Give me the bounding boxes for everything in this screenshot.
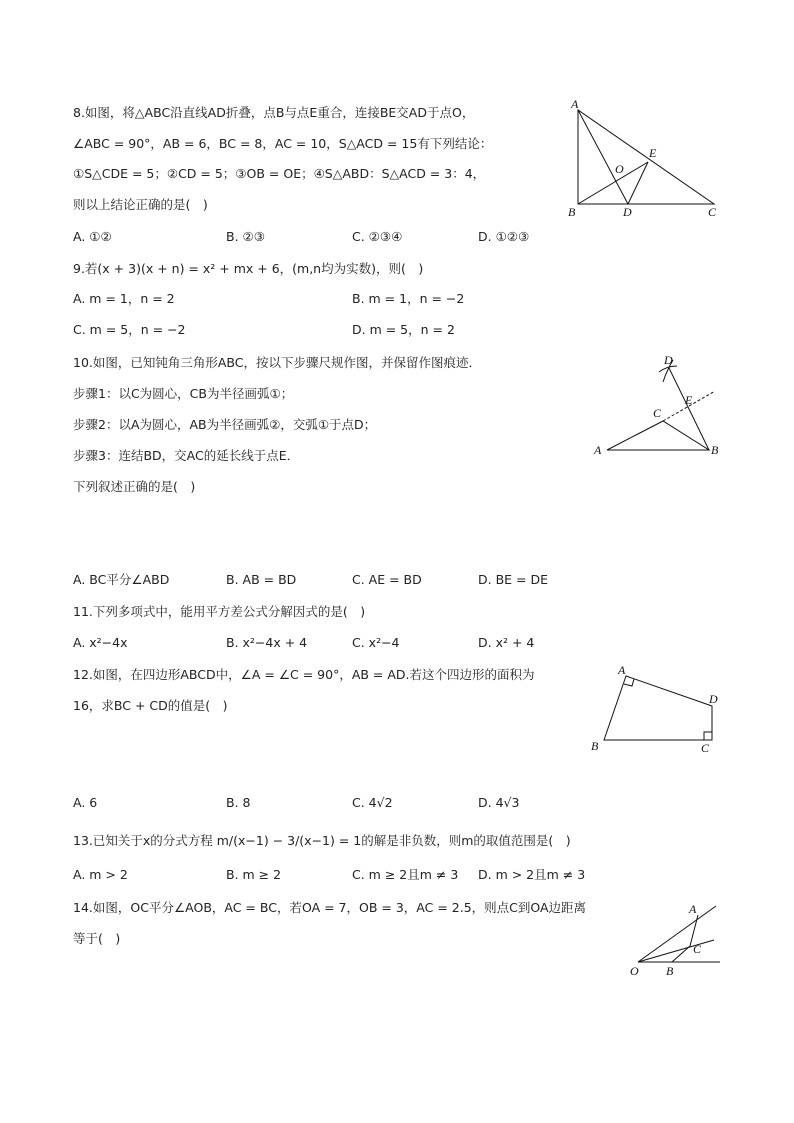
q11-line-1: 11.下列多项式中，能用平方差公式分解因式的是( ) <box>73 604 366 619</box>
q10-line-5: 下列叙述正确的是( ) <box>73 479 196 494</box>
q8-option-d[interactable]: D. ①②③ <box>478 229 530 244</box>
q8-option-b[interactable]: B. ②③ <box>226 229 265 244</box>
q11-option-c[interactable]: C. x²−4 <box>352 635 400 650</box>
q13-option-b[interactable]: B. m ≥ 2 <box>226 867 282 882</box>
q12-label-b: B <box>591 739 599 753</box>
q9-option-c[interactable]: C. m = 5，n = −2 <box>73 322 186 337</box>
q11-option-b[interactable]: B. x²−4x + 4 <box>226 635 308 650</box>
q10-option-c[interactable]: C. AE = BD <box>352 572 422 587</box>
q14-ray-oa <box>638 906 716 962</box>
q8-line-3: ①S△CDE = 5；②CD = 5；③OB = OE；④S△ABD：S△ACD = 3：4， <box>73 166 486 181</box>
q10-option-a[interactable]: A. BC平分∠ABD <box>73 572 170 587</box>
q12-quadrilateral-abcd <box>604 676 712 740</box>
q8-option-a[interactable]: A. ①② <box>73 229 112 244</box>
q9-option-d[interactable]: D. m = 5，n = 2 <box>352 322 455 337</box>
q10-label-d: D <box>664 353 673 367</box>
q14-line-1: 14.如图，OC平分∠AOB，AC = BC，若OA = 7，OB = 3，AC = 2.5，则点C到OA边距离 <box>73 900 587 915</box>
q13-option-c[interactable]: C. m ≥ 2且m ≠ 3 <box>352 867 459 882</box>
q14-angle-figure <box>622 896 728 982</box>
q10-label-c: C <box>653 406 662 420</box>
q12-right-angle-c <box>704 732 712 740</box>
q13-line-1: 13.已知关于x的分式方程 m/(x−1) − 3/(x−1) = 1的解是非负数，则m的取值范围是( ) <box>73 833 571 848</box>
q11-option-a[interactable]: A. x²−4x <box>73 635 128 650</box>
q13-option-a[interactable]: A. m > 2 <box>73 867 128 882</box>
q14-label-a: A <box>689 902 697 916</box>
q12-line-2: 16，求BC + CD的值是( ) <box>73 698 228 713</box>
q8-label-b: B <box>568 205 576 219</box>
q12-option-c[interactable]: C. 4√2 <box>352 795 393 810</box>
q14-segment-bc <box>672 946 690 962</box>
q9-option-b[interactable]: B. m = 1，n = −2 <box>352 291 465 306</box>
q8-label-c: C <box>708 205 717 219</box>
q12-option-d[interactable]: D. 4√3 <box>478 795 520 810</box>
q10-line-1: 10.如图，已知钝角三角形ABC，按以下步骤尺规作图，并保留作图痕迹． <box>73 355 482 370</box>
q10-step-1: 步骤1：以C为圆心，CB为半径画弧①； <box>73 386 294 401</box>
q12-label-d: D <box>709 692 718 706</box>
q8-label-a: A <box>571 97 579 111</box>
q14-label-b: B <box>666 964 674 978</box>
q8-label-d: D <box>623 205 632 219</box>
q10-option-b[interactable]: B. AB = BD <box>226 572 297 587</box>
q11-option-d[interactable]: D. x² + 4 <box>478 635 535 650</box>
q10-triangle-abc <box>607 421 709 450</box>
q12-label-a: A <box>618 663 626 677</box>
q10-label-b: B <box>711 443 719 457</box>
q8-label-o: O <box>615 162 624 176</box>
q14-label-o: O <box>630 964 639 978</box>
q12-quadrilateral-figure <box>588 662 728 760</box>
q9-option-a[interactable]: A. m = 1，n = 2 <box>73 291 175 306</box>
q8-option-c[interactable]: C. ②③④ <box>352 229 403 244</box>
q10-option-d[interactable]: D. BE = DE <box>478 572 548 587</box>
q10-step-3: 步骤3：连结BD，交AC的延长线于点E． <box>73 448 300 463</box>
q14-line-2: 等于( ) <box>73 931 121 946</box>
q12-right-angle-a <box>624 679 634 686</box>
q12-option-b[interactable]: B. 8 <box>226 795 251 810</box>
q8-line-4: 则以上结论正确的是( ) <box>73 197 208 212</box>
q8-line-ad <box>578 110 628 204</box>
q8-line-1: 8.如图，将△ABC沿直线AD折叠，点B与点E重合，连接BE交AD于点O， <box>73 105 475 120</box>
q10-step-2: 步骤2：以A为圆心，AB为半径画弧②，交弧①于点D； <box>73 417 377 432</box>
q8-triangle-abc <box>578 110 714 204</box>
q8-label-e: E <box>649 146 657 160</box>
q10-label-e: E <box>685 393 693 407</box>
q12-label-c: C <box>701 741 710 755</box>
q8-triangle-figure <box>560 96 730 226</box>
q9-line-1: 9.若(x + 3)(x + n) = x² + mx + 6，(m,n均为实数)，则( ) <box>73 261 424 276</box>
q10-label-a: A <box>594 443 602 457</box>
q14-label-c: C <box>693 942 702 956</box>
q8-line-2: ∠ABC = 90°，AB = 6，BC = 8，AC = 10，S△ACD = 15有下列结论： <box>73 136 493 151</box>
q12-option-a[interactable]: A. 6 <box>73 795 98 810</box>
q10-construction-figure <box>585 348 725 463</box>
q13-option-d[interactable]: D. m > 2且m ≠ 3 <box>478 867 586 882</box>
q12-line-1: 12.如图，在四边形ABCD中，∠A = ∠C = 90°，AB = AD.若这个四边形的面积为 <box>73 667 535 682</box>
